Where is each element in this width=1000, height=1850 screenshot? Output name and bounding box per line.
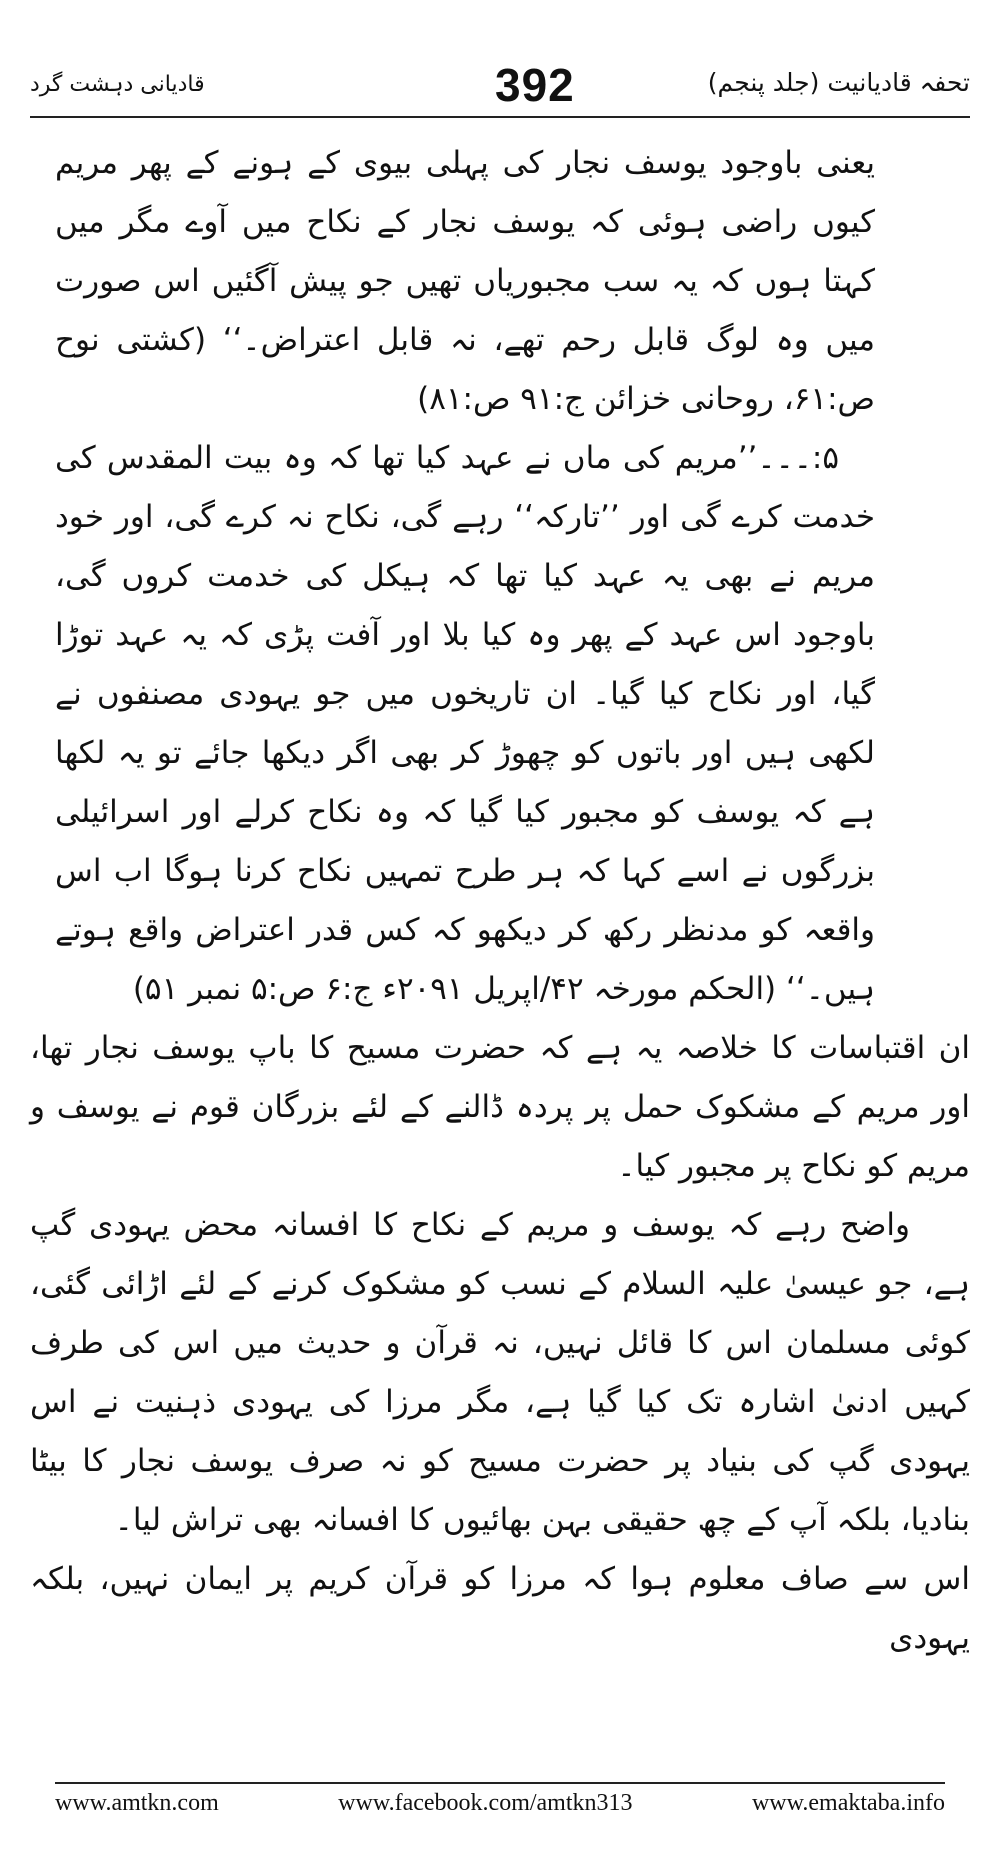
body-paragraph-3: اس سے صاف معلوم ہوا کہ مرزا کو قرآن کریم پر ایمان نہیں، بلکہ یہودی (30, 1561, 970, 1656)
body-text (30, 1019, 970, 1668)
book-title: تحفہ قادیانیت (جلد پنجم) (707, 68, 970, 97)
body-paragraph-1: ان اقتباسات کا خلاصہ یہ ہے کہ حضرت مسیح کا باپ یوسف نجار تھا، اور مریم کے مشکوک حمل پر پردہ ڈالنے کے لئے بزرگان قوم نے یوسف و مریم کو نکاح پر مجبور کیا۔ (30, 1030, 970, 1184)
footer-link-emaktaba[interactable]: www.emaktaba.info (751, 1790, 945, 1816)
section-title: قادیانی دہشت گرد (30, 72, 205, 97)
page-number: 392 (495, 59, 575, 111)
page-header (30, 58, 970, 114)
page-footer (55, 1790, 945, 1817)
quote-block (55, 134, 875, 1019)
quote-paragraph-1: یعنی باوجود یوسف نجار کی پہلی بیوی کے ہونے کے پھر مریم کیوں راضی ہوئی کہ یوسف نجار کے نکاح میں آوے مگر میں کہتا ہوں کہ یہ سب مجبوریاں تھیں جو پیش آگئیں اس صورت میں وہ لوگ قابل رحم تھے، نہ قابل اعتراض۔‘‘ (کشتی نوح ص:۶۱، روحانی خزائن ج:۹۱ ص:۸۱) (55, 145, 875, 417)
footer-link-facebook[interactable]: www.facebook.com/amtkn313 (338, 1790, 633, 1816)
body-paragraph-2: واضح رہے کہ یوسف و مریم کے نکاح کا افسانہ محض یہودی گپ ہے، جو عیسیٰ علیہ السلام کے نسب کو مشکوک کرنے کے لئے اڑائی گئی، کوئی مسلمان اس کا قائل نہیں، نہ قرآن و حدیث میں اس کی طرف کہیں ادنیٰ اشارہ تک کیا گیا ہے، مگر مرزا کی یہودی ذہنیت نے اس یہودی گپ کی بنیاد پر حضرت مسیح کو نہ صرف یوسف نجار کا بیٹا بنادیا، بلکہ آپ کے چھ حقیقی بہن بھائیوں کا افسانہ بھی تراش لیا۔ (30, 1207, 970, 1538)
footer-link-amtkn[interactable]: www.amtkn.com (55, 1790, 219, 1816)
page-content (30, 134, 970, 1668)
footer-divider (55, 1782, 945, 1784)
quote-paragraph-2: ۵:۔۔۔’’مریم کی ماں نے عہد کیا تھا کہ وہ بیت المقدس کی خدمت کرے گی اور ’’تارکہ‘‘ رہے گی، نکاح نہ کرے گی، اور خود مریم نے بھی یہ عہد کیا تھا کہ ہیکل کی خدمت کروں گی، باوجود اس عہد کے پھر وہ کیا بلا اور آفت پڑی کہ یہ عہد توڑا گیا، اور نکاح کیا گیا۔ ان تاریخوں میں جو یہودی مصنفوں نے لکھی ہیں اور باتوں کو چھوڑ کر بھی اگر دیکھا جائے تو یہ لکھا ہے کہ یوسف کو مجبور کیا گیا کہ وہ نکاح کرلے اور اسرائیلی بزرگوں نے اسے کہا کہ ہر طرح تمہیں نکاح کرنا ہوگا اب اس واقعہ کو مدنظر رکھ کر دیکھو کہ کس قدر اعتراض واقع ہوتے ہیں۔‘‘ (الحکم مورخہ ۴۲/اپریل ۲۰۹۱ء ج:۶ ص:۵ نمبر ۵۱) (55, 440, 875, 1007)
header-divider (30, 116, 970, 118)
